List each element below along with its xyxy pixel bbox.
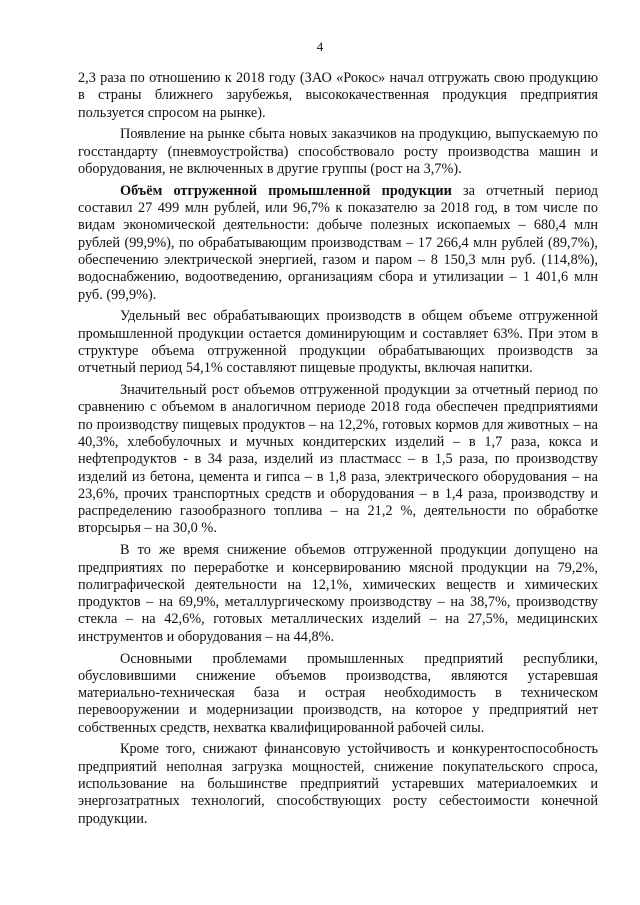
paragraph-shipped-volume [78,183,598,304]
paragraph-text: Появление на рынке сбыта новых заказчиков на продукцию, выпускаемую по госстандарту (пневмоустройства) способствовало росту производства машин и оборудования, не включенных в другие группы (рост на 3,7%). [78,126,598,177]
paragraph-text: за отчетный период составил 27 499 млн рублей, или 96,7% к показателю за 2018 год, в том числе по видам экономической деятельности: добыче полезных ископаемых – 680,4 млн рублей (99,9%), по обрабатывающим производствам – 17 266,4 млн рублей (89,7%), обеспечению электрической энергией, газом и паром – 8 150,3 млн руб. (114,8%), водоснабжению, водоотведению, организациям сбора и утилизации – 1 401,6 млн руб. (99,9%). [78,182,598,303]
paragraph-text: Значительный рост объемов отгруженной продукции за отчетный период по сравнению с объемом в аналогичном периоде 2018 года обеспечен предприятиями по производству пищевых продуктов – на 12,2%, готовых кормов для животных – на 40,3%, хлебобулочных и мучных кондитерских изделий – в 1,7 раза, кокса и нефтепродуктов - в 34 раза, изделий из пластмасс – в 1,5 раза, по производству изделий из бетона, цемента и гипса – в 1,8 раза, электрического оборудования – на 23,6%, прочих транспортных средств и оборудования – в 1,4 раза, производству и распределению газообразного топлива – на 21,2 %, деятельности по обработке вторсырья – на 30,0 %. [78,382,598,537]
paragraph-text: Кроме того, снижают финансовую устойчивость и конкурентоспособность предприятий неполная загрузка мощностей, снижение покупательского спроса, использование на большинстве предприятий устаревших материалоемких и энергозатратных технологий, способствующих росту себестоимости конечной продукции. [78,741,598,827]
paragraph-manufacturing-share [78,308,598,377]
paragraph-text: Удельный вес обрабатывающих производств в общем объеме отгруженной промышленной продукции остается доминирующим и составляет 63%. При этом в структуре объема отгруженной продукции обрабатывающих производств за отчетный период 54,1% составляют пищевые продукты, включая напитки. [78,308,598,377]
paragraph-bold-lead: Объём отгруженной промышленной продукции [120,182,452,199]
page-number: 4 [316,39,324,54]
paragraph-decline [78,542,598,646]
paragraph-text: 2,3 раза по отношению к 2018 году (ЗАО «Рокос» начал отгружать свою продукцию в страны ближнего зарубежья, высококачественная продукция предприятия пользуется спросом на рынке). [78,70,598,121]
paragraph-competitiveness [78,741,598,827]
paragraph-new-customers [78,126,598,178]
paragraph-text: В то же время снижение объемов отгруженной продукции допущено на предприятиях по переработке и консервированию мясной продукции на 79,2%, полиграфической деятельности на 12,1%, химических веществ и химических продуктов – на 69,9%, металлургическому производству – на 38,7%, производству стекла – на 42,6%, готовых металлических изделий – на 27,5%, медицинских инструментов и оборудования – на 44,8%. [78,542,598,645]
paragraph-problems [78,651,598,737]
paragraph-growth [78,382,598,538]
paragraph-text: Основными проблемами промышленных предприятий республики, обусловившими снижение объемов производства, являются устаревшая материально-техническая база и острая необходимость в техническом перевооружении и модернизации производств, на которое у предприятий нет собственных средств, нехватка квалифицированной рабочей силы. [78,650,598,736]
paragraph-continuation [78,70,598,122]
body-text [78,70,598,832]
